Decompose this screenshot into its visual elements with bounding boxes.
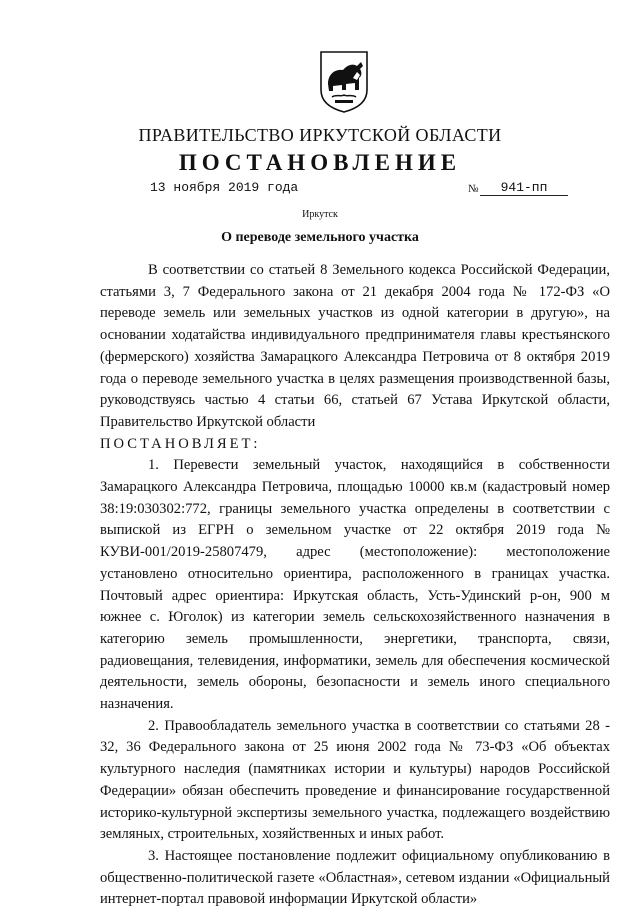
document-date: 13 ноября 2019 года (150, 180, 299, 195)
city-name: Иркутск (302, 209, 338, 220)
clause-3-paragraph: 3. Настоящее постановление подлежит официальному опубликованию в общественно-политической газете «Областная», сетевом издании «Официальный интернет-портал правовой информации Иркутской области» (100, 847, 610, 908)
preamble-paragraph: В соответствии со статьей 8 Земельного кодекса Российской Федерации, статьями 3, 7 Федерального закона от 21 декабря 2004 года № 172-ФЗ «О переводе земель или земельных участков из одной категории в другую», на основании ходатайства индивидуального предпринимателя главы крестьянского (фермерского) хозяйства Замарацкого Александра Петровича от 8 октября 2019 года о переводе земельного участка в целях размещения производственной базы, руководствуясь частью 4 статьи 66, статьей 67 Устава Иркутской области, Правительство Иркутской области (100, 262, 610, 430)
clause-1-paragraph: 1. Перевести земельный участок, находящийся в собственности Замарацкого Александра Петровича, площадью 10000 кв.м (кадастровый номер 38:19:030302:772, границы земельного участка определены в соответствии с выпиской из ЕГРН о земельном участке от 22 октября 2019 года № КУВИ-001/2019-25807479, адрес (местоположение): местоположение установлено относительно ориентира, расположенного в границах участка. Почтовый адрес ориентира: Иркутская область, Усть-Удинский р-он, 900 м южнее с. Юголок) из категории земель сельскохозяйственного назначения в категорию земель промышленности, энергетики, транспорта, связи, радиовещания, телевидения, информатики, земель для обеспечения космической деятельности, земель обороны, безопасности и земель иного специального назначения. (100, 457, 610, 713)
document-type-title: ПОСТАНОВЛЕНИЕ (178, 150, 462, 175)
document-subject: О переводе земельного участка (221, 230, 419, 245)
date-number-line (0, 180, 640, 202)
resolves-heading: ПОСТАНОВЛЯЕТ: (100, 435, 261, 452)
document-number: 941-пп (480, 180, 568, 196)
clause-2-paragraph: 2. Правообладатель земельного участка в соответствии со статьями 28 - 32, 36 Федерального закона от 25 июня 2002 года № 73-ФЗ «Об объектах культурного наследия (памятниках истории и культуры) народов Российской Федерации» обязан обеспечить проведение и финансирование государственной историко-культурной экспертизы земельного участка, подлежащего воздействию земляных, строительных, хозяйственных и иных работ. (100, 717, 610, 843)
document-body (100, 260, 610, 911)
coat-of-arms-emblem (319, 50, 369, 114)
number-sign: № (468, 183, 479, 195)
government-name: ПРАВИТЕЛЬСТВО ИРКУТСКОЙ ОБЛАСТИ (138, 125, 502, 145)
